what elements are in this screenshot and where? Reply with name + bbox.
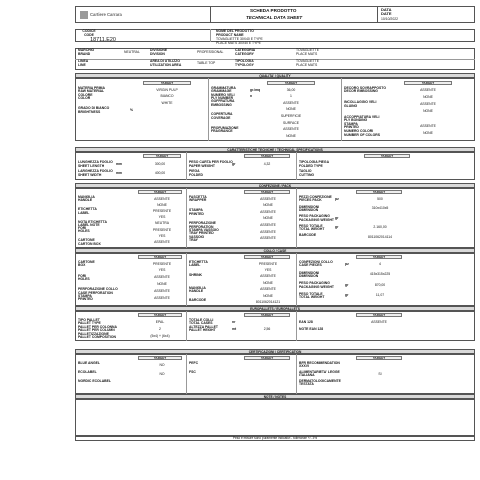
product-name: TOVAGLIETTE 30X40 E TYPE xyxy=(216,37,263,41)
category-value-en: PLACE MATS xyxy=(296,62,318,67)
quality-c3-label-en: PRINTED xyxy=(344,125,359,130)
category-value: TOVAGLIETTE xyxy=(296,48,320,52)
tech-label-2-en: PAPER WEIGHT xyxy=(189,163,215,168)
division-label-en: DIVISION xyxy=(150,51,165,56)
cert-target-2: TARGET xyxy=(244,356,290,360)
tech-label-2: PIEGA xyxy=(189,169,200,173)
division-label: DIVISIONE xyxy=(150,48,168,52)
quality-c3-value: NONE xyxy=(423,94,433,99)
pack-c1-value: NONE xyxy=(157,202,167,207)
pack-c1-value: YES xyxy=(158,233,166,238)
pallet-unit-2: nr xyxy=(232,319,236,324)
pallet-value: 2 xyxy=(159,326,161,331)
tech-label-2: PESO CARTA PER FOGLIO xyxy=(189,160,233,164)
quality-c2-value: ASSENTE xyxy=(283,127,299,132)
case-c1-label: STAMPA xyxy=(78,294,92,298)
pallet-value: (5x4) + (6x4) xyxy=(150,333,170,338)
case-c2-label: SHRINK xyxy=(189,272,202,277)
case-c1-label: CARTONE xyxy=(78,260,95,264)
pack-c2-label-en: WRAPPER xyxy=(189,198,207,203)
quality-c3-value: ASSENTE xyxy=(420,102,436,106)
pallet-value: EPAL xyxy=(155,319,165,324)
pack-c1-label: MANIGLIA xyxy=(78,195,95,199)
case-c2-label: ETICHETTA xyxy=(189,260,208,264)
pack-c2-label-en: PERFORATION xyxy=(189,224,214,229)
tech-label-en: SHEET WIDTH xyxy=(78,172,102,177)
tech-label-3-en: CUTTING xyxy=(299,172,315,177)
pack-c2-value: ASSENTE xyxy=(260,223,276,227)
pack-c2-value: NONE xyxy=(263,203,273,208)
case-c3-unit: pz xyxy=(345,261,349,266)
pack-c1-value: PRESENTE xyxy=(152,227,172,232)
case-c3-unit: gr xyxy=(345,282,349,287)
pack-target-3: TARGET xyxy=(356,190,402,194)
code-label-en: CODE xyxy=(84,32,94,37)
tech-unit-2: gr xyxy=(232,161,236,166)
pallet-label-en: PALLET PER COLUMN xyxy=(78,328,115,333)
tech-label: LARGHEZZA FOGLIO xyxy=(78,169,113,173)
category-label: CATEGORIA xyxy=(235,48,256,52)
technical-target-1: TARGET xyxy=(143,154,181,158)
pack-c3-value: 310x410x5 xyxy=(371,206,389,211)
pack-c1-label-en: LABEL xyxy=(78,210,90,215)
pack-c2-value: ASSENTE xyxy=(260,236,276,241)
case-c2-label-en: HANDLE xyxy=(189,289,204,293)
cert-c3-label-en: TESTATA xyxy=(299,382,314,387)
pallet-target-1: TARGET xyxy=(138,313,182,317)
case-c1-label-en: HOLES xyxy=(78,277,90,281)
case-c2-value: YES xyxy=(264,268,272,272)
pack-c3-unit: gr xyxy=(335,225,339,230)
quality-c3-label-en: NUMBER OF COLORS xyxy=(344,132,380,137)
pack-c1-label-en: HANDLE xyxy=(78,198,93,203)
product-name-en: PLACE MATS 30X40 E TYPE xyxy=(216,41,261,45)
pack-c1-label: CARTONE xyxy=(78,238,95,243)
case-c2-label-en: LABEL xyxy=(189,263,201,268)
cert-c3-label: BFR RECOMMENDATION xyxy=(299,361,340,365)
quality-c2-label: COPERTURA xyxy=(211,112,233,117)
quality-c2-label: PROFUMAZIONE xyxy=(211,125,239,130)
cert-c1-label: ECOLABEL xyxy=(78,370,97,374)
pack-target-2: TARGET xyxy=(244,190,290,194)
quality-c2-label-en: EMBOSSING xyxy=(211,102,232,107)
tech-label: LUNGHEZZA FOGLIO xyxy=(78,160,113,164)
pallet-label: PALLETIZZAZIONE xyxy=(78,332,109,336)
quality-c3-label: DECORO SOVRAPPOSTO xyxy=(344,86,386,90)
case-c3-label: PESO TOTALE xyxy=(299,291,323,296)
case-c1-value: ASSENTE xyxy=(154,275,170,280)
doc-title-en: TECHNICAL DATA SHEET xyxy=(246,15,303,20)
case-c1-value: ASSENTE xyxy=(154,295,170,300)
notes-box xyxy=(75,399,475,436)
footer-note: Peso e misure sono puramente indicativi - tolleranze +/- 3% xyxy=(232,435,318,440)
pallet-target-2: TARGET xyxy=(244,313,290,317)
quality-c2-label: NUMERO VELI xyxy=(211,92,235,97)
category-label-en: CATEGORY xyxy=(235,51,254,56)
pack-c1-value: ASSENTE xyxy=(154,196,170,201)
tech-value: 300,00 xyxy=(154,161,166,166)
pack-c3-value: 500 xyxy=(377,196,383,201)
pallet-value-3: ASSENTE xyxy=(371,319,387,324)
case-c2-label: BARCODE xyxy=(189,298,207,303)
quality-c1-unit: % xyxy=(130,108,134,112)
case-c3-unit: gr xyxy=(345,293,349,298)
quality-c1-label: MATERIA PRIMA xyxy=(78,86,105,90)
pack-c2-label-en: TRAY PRINTED xyxy=(189,231,214,236)
product-code: 18711.E20 xyxy=(90,36,116,43)
pack-c3-label-en: TOTAL WEIGHT xyxy=(299,227,325,232)
pallet-section-title: EUROPALLETS / EUROPALLETS xyxy=(75,306,475,311)
quality-c2-label-en: PLY NUMBER xyxy=(211,96,234,100)
case-c2-label: MANIGLIA xyxy=(189,285,206,290)
cert-c3-label-en: XXXVI xyxy=(299,364,309,369)
case-c2-value: NONE xyxy=(263,293,273,298)
pack-c2-label: FASCETTA xyxy=(189,195,207,199)
case-c1-value: YES xyxy=(158,268,166,273)
cert-c1-label: BLUE ANGEL xyxy=(78,361,100,365)
notes-section-title: NOTE / NOTES xyxy=(75,394,475,399)
pack-c3-unit: pz xyxy=(335,196,339,201)
pack-c1-label: FORI xyxy=(78,226,87,230)
tech-value-2: 4,32 xyxy=(263,161,271,166)
pack-c1-label: ETICHETTA xyxy=(78,207,97,212)
quality-c1-label: COLORE xyxy=(78,92,93,97)
pack-c3-label: BARCODE xyxy=(299,233,317,238)
case-c2-value: PRESENTE xyxy=(258,261,278,266)
tech-unit: mm xyxy=(116,170,123,175)
pallet-value-2: 2,56 xyxy=(263,326,271,331)
quality-c3-value: NONE xyxy=(423,130,433,135)
brand-value: NEUTRAL xyxy=(124,49,140,54)
case-c1-value: PRESENTE xyxy=(152,261,172,266)
case-c1-value: NONE xyxy=(157,282,167,286)
pack-c3-label: PESO PACKAGING xyxy=(299,214,330,219)
tech-label-3: TAGLIO xyxy=(299,169,312,173)
quality-c3-label-en: DECOR EMBOSSING xyxy=(344,89,378,94)
date-value: 10/10/2022 xyxy=(381,16,398,21)
pallet-label-3: NOTE EAN 128 xyxy=(299,326,324,331)
quality-c2-label: GOFFRATURA xyxy=(211,99,235,104)
case-c3-value: 11,07 xyxy=(375,293,385,298)
quality-section-title: QUALITA' / QUALITY xyxy=(75,73,475,78)
pack-c3-label-en: PIECES PACK xyxy=(299,198,322,203)
pack-c1-label-en: HOLES xyxy=(78,229,90,234)
division-label: AREA DI UTILIZZO xyxy=(150,59,181,63)
category-value-en: PLACE MATS xyxy=(296,51,318,56)
pack-c1-value: YES xyxy=(158,215,166,220)
case-c1-value: ASSENTE xyxy=(154,288,170,293)
cert-c3-label: DERMATOLOGICAMENTE xyxy=(299,379,341,383)
quality-c2-value: 1 xyxy=(290,94,292,99)
case-c3-label-en: CASE PIECES xyxy=(299,263,322,268)
quality-c2-value: 36,00 xyxy=(286,87,296,92)
tech-value: 400,00 xyxy=(154,170,166,175)
division-value: TABLE TOP xyxy=(197,60,216,65)
cert-c1-value: NO xyxy=(159,362,165,367)
quality-c2-label: GRAMMATURA xyxy=(211,86,236,90)
pallet-label-en: PALLET TYPE xyxy=(78,321,101,326)
quality-c3-label: INCOLLAGGIO VELI xyxy=(344,100,377,105)
pallet-label: TIPO PALLET xyxy=(78,318,100,322)
case-c3-label: PESO PACKAGING xyxy=(299,281,330,286)
pack-c2-label: STAMPA VASSOIO xyxy=(189,228,219,232)
quality-c2-value: SURFACE xyxy=(282,120,299,125)
quality-c1-label-en: COLOR xyxy=(78,96,91,101)
tech-label-2-en: FOLDED xyxy=(189,172,203,177)
pack-c3-value: 8011062014114 xyxy=(367,235,392,239)
brand-label: LINEA xyxy=(78,59,89,63)
quality-target-2: TARGET xyxy=(267,81,315,85)
quality-c1-label: GRADO DI BIANCO xyxy=(78,106,110,111)
pack-c2-value: ASSENTE xyxy=(260,196,276,201)
case-target-3: TARGET xyxy=(356,255,402,259)
quality-c3-label-en: PLY BONDING xyxy=(344,118,368,123)
case-c2-value: ASSENTE xyxy=(260,274,276,279)
cert-c3-label: ALIMENTARIETA' LEGGE xyxy=(299,370,340,374)
case-c1-label-en: CASE PERFORATION xyxy=(78,290,113,295)
cert-target-3: TARGET xyxy=(356,356,402,360)
cert-c2-label: PEFC xyxy=(189,361,199,365)
quality-c2-value: NONE xyxy=(286,107,296,112)
quality-c1-value: WHITE xyxy=(161,101,173,106)
technical-section-title: CARATTERISTICHE TECNICHE / TECHNICAL SPECIFICATIONS xyxy=(75,147,475,152)
pack-c1-label-en: LABEL NOTE xyxy=(78,223,100,228)
tech-label-3: TIPOLOGIA PIEGA xyxy=(299,160,330,164)
pack-c3-value: 2.160,00 xyxy=(373,225,387,230)
pallet-unit-2: mt xyxy=(232,326,237,331)
quality-c2-label-en: FRAGRANCE xyxy=(211,129,233,133)
division-value: PROFESSIONAL xyxy=(197,49,224,54)
quality-c3-label-en: GLUING xyxy=(344,103,358,108)
pack-c1-value: NEUTRA xyxy=(155,221,169,226)
quality-c2-label-en: COVERAGE xyxy=(211,115,231,120)
quality-c1-label-en: RAW MATERIAL xyxy=(78,89,105,94)
case-c3-value: 870,00 xyxy=(374,282,386,287)
quality-c3-label: NUMERO COLORI xyxy=(344,129,374,134)
technical-target-2: TARGET xyxy=(244,154,290,158)
case-c3-label-en: TOTAL WEIGHT xyxy=(299,295,325,300)
pack-c2-label-en: TRAY xyxy=(189,238,198,242)
case-section-title: COLLO / CASE xyxy=(75,248,475,253)
brand-label-en: BRAND xyxy=(78,51,91,56)
pack-c1-label: NOTA ETICHETTA xyxy=(78,219,107,224)
logo-mark-icon xyxy=(80,11,88,19)
case-c2-value: 8011062014121 xyxy=(255,300,281,304)
case-c3-label-en: DIMENSION xyxy=(299,274,319,278)
category-label-en: TYPOLOGY xyxy=(235,62,254,67)
doc-title: SCHEDA PRODOTTO xyxy=(250,8,297,13)
pallet-label-2-en: TOTAL CASES xyxy=(189,321,213,326)
code-label: CODICE xyxy=(82,29,96,33)
cert-section-title: CERTIFICAZIONI / CERTIFICATION xyxy=(75,349,475,354)
pack-c2-value: ASSENTE xyxy=(260,229,276,234)
quality-c2-unit: n xyxy=(250,94,253,99)
quality-c1-value: VIRGIN PULP xyxy=(156,87,178,92)
quality-c1-label-en: BRIGHTNESS xyxy=(78,109,101,114)
pack-c3-label-en: DIMENSION xyxy=(299,208,319,212)
pack-c3-label: PESO TOTALE xyxy=(299,223,323,228)
product-name-label-en: PRODUCT NAME xyxy=(216,32,244,37)
category-label: TIPOLOGIA xyxy=(235,59,254,63)
quality-c3-value: NONE xyxy=(423,109,433,114)
cert-c3-value: SI xyxy=(378,371,382,376)
pallet-label: PALLET PER COLONNA xyxy=(78,325,117,329)
pack-c3-label: DIMENSIONI xyxy=(299,204,320,209)
quality-c2-unit: gr./mq xyxy=(250,87,261,92)
pack-c2-label: PERFORAZIONE xyxy=(189,221,216,226)
date-label-en: DATE xyxy=(381,11,392,16)
category-value: TOVAGLIETTE xyxy=(296,59,320,63)
tech-unit: mm xyxy=(116,161,123,166)
date-label: DATA xyxy=(381,7,392,12)
tech-label-en: SHEET LENGTH xyxy=(78,163,105,168)
logo-text: Cartiere Carrara xyxy=(90,12,122,17)
case-c3-label: DIMENSIONI xyxy=(299,270,320,275)
case-c1-label: PERFORAZIONE COLLO xyxy=(78,287,118,292)
tech-label-3-en: FOLDED TYPE xyxy=(299,163,323,168)
pallet-target-3: TARGET xyxy=(356,313,402,317)
pack-section-title: CONFEZIONE / PACK xyxy=(75,183,475,188)
case-target-2: TARGET xyxy=(244,255,290,259)
quality-c3-value: ASSENTE xyxy=(420,87,436,92)
pallet-label-2-en: PALLET HEIGHT xyxy=(189,328,216,333)
pallet-label-2: TOTALE COLLI xyxy=(189,318,214,322)
technical-target-3: TARGET xyxy=(364,154,410,158)
case-c1-label-en: PRINTED xyxy=(78,297,93,302)
pack-c2-label: VASSOIO xyxy=(189,234,205,239)
case-c2-value: ASSENTE xyxy=(260,287,276,292)
pack-c1-value: ASSENTE xyxy=(154,240,170,244)
quality-target-3: TARGET xyxy=(404,81,452,85)
product-name-label: NOME DEL PRODOTTO xyxy=(216,29,254,33)
pallet-label-3: EAN 128 xyxy=(299,319,313,324)
quality-c2-label-en: GRAMMAGE xyxy=(211,89,232,94)
pack-c2-value: NONE xyxy=(263,216,273,221)
cert-c3-label-en: ITALIANA xyxy=(299,373,315,378)
case-c3-value: 4 xyxy=(379,261,381,266)
division-label-en: UTILIZATION AREA xyxy=(150,62,182,67)
case-c3-label: CONFEZIONI COLLO xyxy=(299,260,333,264)
pack-c2-value: ASSENTE xyxy=(260,209,276,214)
pack-c1-value: PRESENTE xyxy=(152,209,172,213)
cert-c1-value: NO xyxy=(159,371,165,376)
case-c1-label: FORI xyxy=(78,273,87,278)
quality-c2-value: NONE xyxy=(286,133,296,138)
quality-c3-value: ASSENTE xyxy=(420,123,436,128)
cert-c1-label: NORDIC ECOLABEL xyxy=(78,379,111,383)
pack-c3-label: PEZZI CONFEZIONE xyxy=(299,195,332,199)
case-c1-label-en: BOX xyxy=(78,263,86,268)
case-c3-label-en: PACKAGING WEIGHT xyxy=(299,284,334,289)
case-c3-value: 415x315x225 xyxy=(369,272,391,277)
pallet-label-2: ALTEZZA PALLET xyxy=(189,325,218,329)
product-id-frame xyxy=(75,29,475,42)
cert-frame xyxy=(75,354,475,394)
cert-target-1: TARGET xyxy=(138,356,182,360)
pallet-label-en: PALLET COMPOSITION xyxy=(78,335,116,340)
pack-c2-label-en: PRINTED xyxy=(189,211,204,216)
quality-c2-value: ASSENTE xyxy=(283,100,299,105)
case-target-1: TARGET xyxy=(138,255,182,259)
pack-c3-label-en: PACKAGING WEIGHT xyxy=(299,217,334,222)
pack-c3-unit: gr xyxy=(335,215,339,220)
cert-c2-label: FSC xyxy=(189,370,196,374)
quality-c2-value: SUPERFICIE xyxy=(280,114,302,118)
quality-c3-label: ACCOPPIATURA VELI xyxy=(344,114,380,119)
company-logo xyxy=(80,10,130,20)
pack-c2-label: STAMPA xyxy=(189,208,203,213)
case-c2-value: NONE xyxy=(263,280,273,285)
pack-target-1: TARGET xyxy=(138,190,182,194)
brand-label-en: LINE xyxy=(78,62,86,67)
brand-label: MARCHIO xyxy=(78,48,95,52)
quality-c1-value: BIANCO xyxy=(160,94,174,99)
quality-target-1: TARGET xyxy=(143,81,191,85)
pack-c1-label-en: CARTON BOX xyxy=(78,241,101,246)
quality-c3-label: STAMPA xyxy=(344,122,358,126)
